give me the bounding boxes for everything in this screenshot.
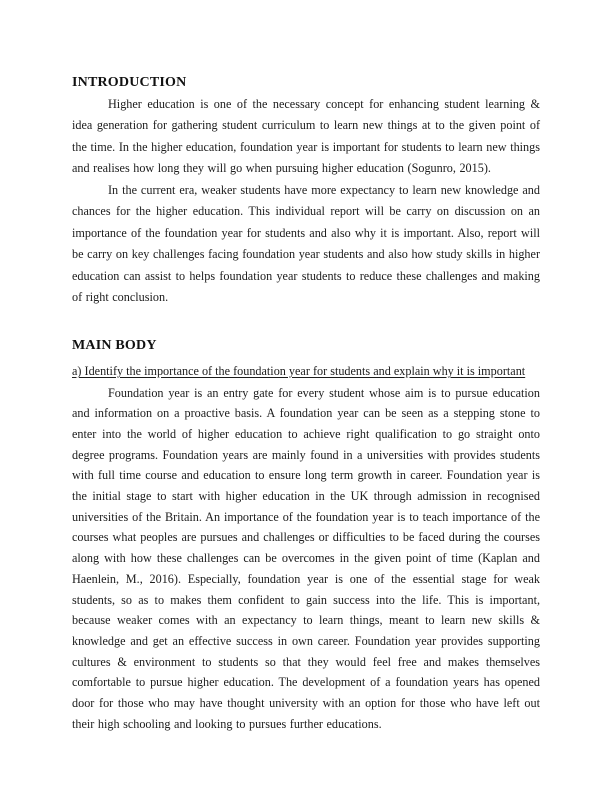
intro-paragraph-1: Higher education is one of the necessary concept for enhancing student learning & idea generation for gathering student curriculum to learn new things at to the given point of the time. In the higher education, foundation year is important for students to learn new things and realises how long they will go when pursuing higher education (Sogunro, 2015).	[72, 96, 540, 175]
heading-main-body: MAIN BODY	[72, 337, 157, 353]
subheading-importance-foundation-year: a) Identify the importance of the foundation year for students and explain why it is important	[72, 364, 526, 378]
heading-introduction: INTRODUCTION	[72, 75, 187, 90]
main-body-paragraph-1: Foundation year is an entry gate for every student whose aim is to pursue education and information on a proactive basis. A foundation year can be seen as a stepping stone to enter into the world of higher education to achieve right qualification to go straight onto degree programs. Foundation years are mainly found in a universities with provides students with full time course and education to ensure long term growth in career. Foundation year is the initial stage to start with higher education in the UK through admission in recognised universities of the Britain. An importance of the foundation year is to teach importance of the courses what peoples are pursues and challenges or difficulties to be faced during the courses along with how these challenges can be overcomes in the given point of time (Kaplan and Haenlein, M., 2016). Especially, foundation year is one of the essential stage for weak students, so as to makes them confident to gain success into the life. This is important, because weaker comes with an expectancy to learn things, meant to learn new skills & knowledge and get an effective success in own career. Foundation year provides supporting cultures & environment to students so that they would feel free and makes themselves comfortable to pursue higher education. The development of a foundation years has opened door for those who may have thought university with an option for those who have left out their high schooling and looking to pursues further educations.	[72, 385, 540, 731]
document-content	[72, 72, 540, 734]
intro-paragraph-2: In the current era, weaker students have more expectancy to learn new knowledge and chances for the higher education. This individual report will be carry on discussion on an importance of the foundation year for students and also why it is important. Also, report will be carry on key challenges facing foundation year students and also how study skills in higher education can assist to helps foundation year students to reduce these challenges and making of right conclusion.	[72, 182, 540, 304]
